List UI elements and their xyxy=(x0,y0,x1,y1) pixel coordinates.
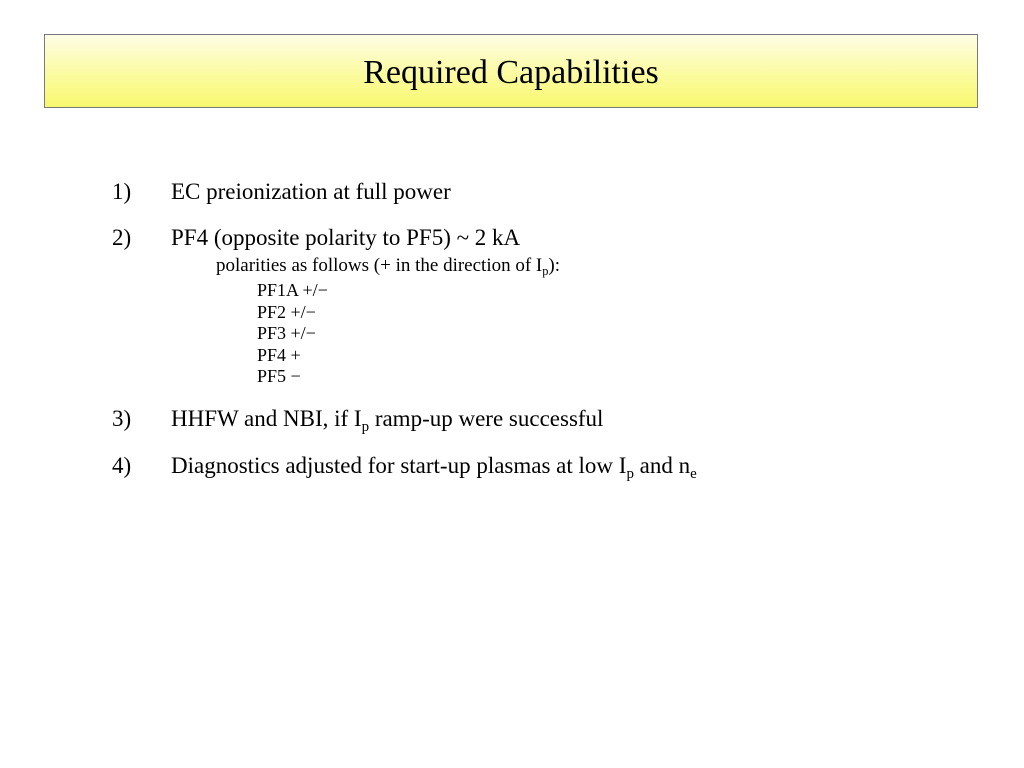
item-text: PF4 (opposite polarity to PF5) ~ 2 kA xyxy=(171,225,521,250)
subscript: e xyxy=(690,466,697,483)
slide-title: Required Capabilities xyxy=(363,54,659,91)
title-banner xyxy=(44,34,978,108)
item-number: 4) xyxy=(112,453,132,478)
polarity-note-text: polarities as follows (+ in the direction of I xyxy=(216,255,543,276)
item-number: 2) xyxy=(112,225,132,250)
polarity-pf3: PF3 +/− xyxy=(257,323,316,343)
item-text xyxy=(171,406,604,436)
item-text: EC preionization at full power xyxy=(171,179,451,204)
item-text-mid: and n xyxy=(633,453,691,478)
polarity-pf4: PF4 + xyxy=(257,345,301,365)
item-text-start: HHFW and NBI, if I xyxy=(171,406,362,431)
item-text xyxy=(171,453,697,483)
polarity-note-end: ): xyxy=(548,255,561,276)
subscript: p xyxy=(626,466,634,483)
item-text-end: ramp-up were successful xyxy=(369,406,604,431)
subscript: p xyxy=(542,264,549,279)
polarity-pf1a: PF1A +/− xyxy=(257,280,328,300)
item-number: 3) xyxy=(112,406,132,431)
polarity-pf2: PF2 +/− xyxy=(257,302,316,322)
polarity-note xyxy=(216,255,561,279)
polarity-pf5: PF5 − xyxy=(257,366,301,386)
item-text-start: Diagnostics adjusted for start-up plasmas at low I xyxy=(171,453,627,478)
subscript: p xyxy=(361,419,370,436)
item-number: 1) xyxy=(112,179,132,204)
